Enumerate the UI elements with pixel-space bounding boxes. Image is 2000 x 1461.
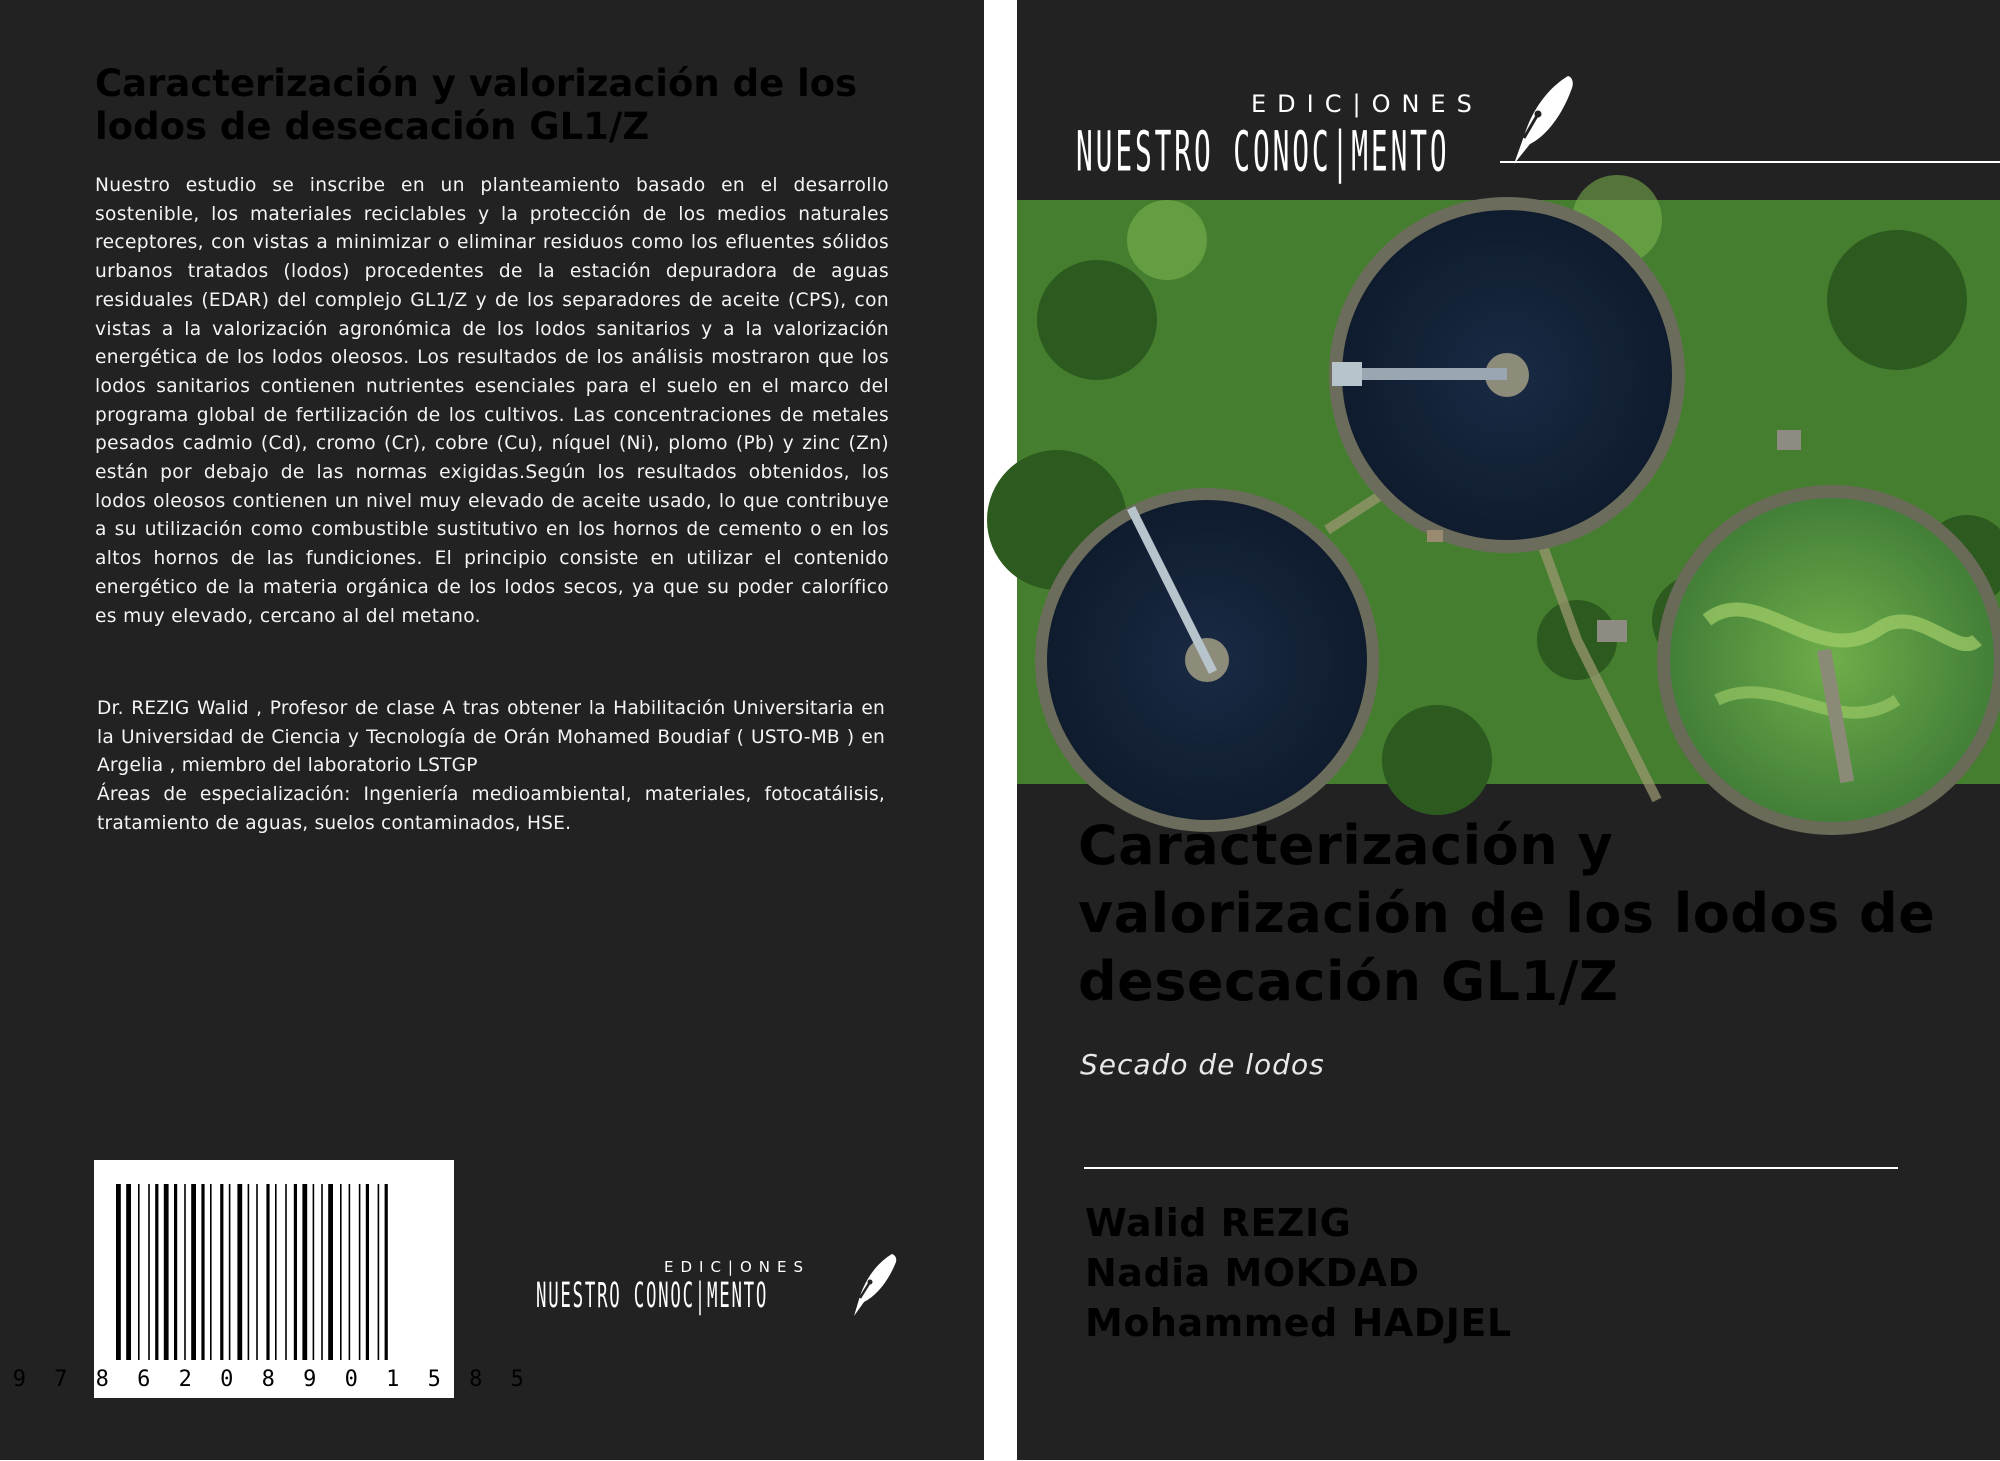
front-cover-title: Caracterización y valorización de los lodos de desecación GL1/Z	[1078, 814, 1936, 1013]
author-specialization: Áreas de especialización: Ingeniería medioambiental, materiales, fotocatálisis, tratamiento de aguas, suelos contaminados, HSE.	[97, 784, 885, 834]
publisher-line2: NUESTRO CONOC|MENTO	[1076, 120, 1450, 185]
author-name: Mohammed HADJEL	[1085, 1301, 1512, 1345]
front-cover-subtitle: Secado de lodos	[1080, 1048, 1325, 1081]
isbn-number: 9 7 8 6 2 0 8 9 0 1 5 8 5	[12, 1367, 532, 1392]
fountain-pen-icon	[1510, 74, 1576, 166]
back-cover-blurb: Nuestro estudio se inscribe en un planteamiento basado en el desarrollo sostenible, los materiales reciclables y la protección de los medios naturales receptores, con vistas a minimizar o eliminar residuos como los efluentes sólidos urbanos tratados (lodos) procedentes de la estación depuradora de aguas residuales (EDAR) del complejo GL1/Z y de los separadores de aceite (CPS), con vistas a la valorización agronómica de los lodos sanitarios y a la valorización energética de los lodos oleosos. Los resultados de los análisis mostraron que los lodos sanitarios contienen nutrientes esenciales para el suelo en el marco del programa global de fertilización de los cultivos. Las concentraciones de metales pesados cadmio (Cd), cromo (Cr), cobre (Cu), níquel (Ni), plomo (Pb) y zinc (Zn) están por debajo de las normas exigidas.Según los resultados obtenidos, los lodos oleosos contienen un nivel muy elevado de aceite usado, lo que contribuye a su utilización como combustible sustitutivo en los hornos de cemento o en los altos hornos de las fundiciones. El principio consiste en utilizar el contenido energético de la materia orgánica de los lodos secos, ya que su poder calorífico es muy elevado, cercano al del metano.	[95, 175, 889, 627]
author-bio	[97, 695, 885, 839]
fountain-pen-icon	[848, 1252, 900, 1318]
publisher-line2: NUESTRO CONOC|MENTO	[536, 1276, 769, 1317]
author-bio-text: Dr. REZIG Walid , Profesor de clase A tras obtener la Habilitación Universitaria en la Universidad de Ciencia y Tecnología de Orán Mohamed Boudiaf ( USTO-MB ) en Argelia , miembro del laboratorio LSTGP	[97, 698, 885, 777]
isbn-barcode	[12, 1160, 532, 1398]
barcode-icon	[12, 1160, 532, 1398]
front-cover-rule	[1084, 1167, 1898, 1169]
author-list	[1085, 1198, 1512, 1348]
author-name: Walid REZIG	[1085, 1201, 1352, 1245]
publisher-line1: EDIC|ONES	[664, 1258, 811, 1276]
publisher-line1: EDIC|ONES	[1251, 90, 1483, 118]
publisher-logo-front	[1076, 90, 1720, 185]
back-cover-title: Caracterización y valorización de los lodos de desecación GL1/Z	[95, 62, 858, 148]
author-name: Nadia MOKDAD	[1085, 1251, 1420, 1295]
publisher-rule	[1500, 161, 2000, 163]
cover-photo	[1017, 200, 2000, 784]
